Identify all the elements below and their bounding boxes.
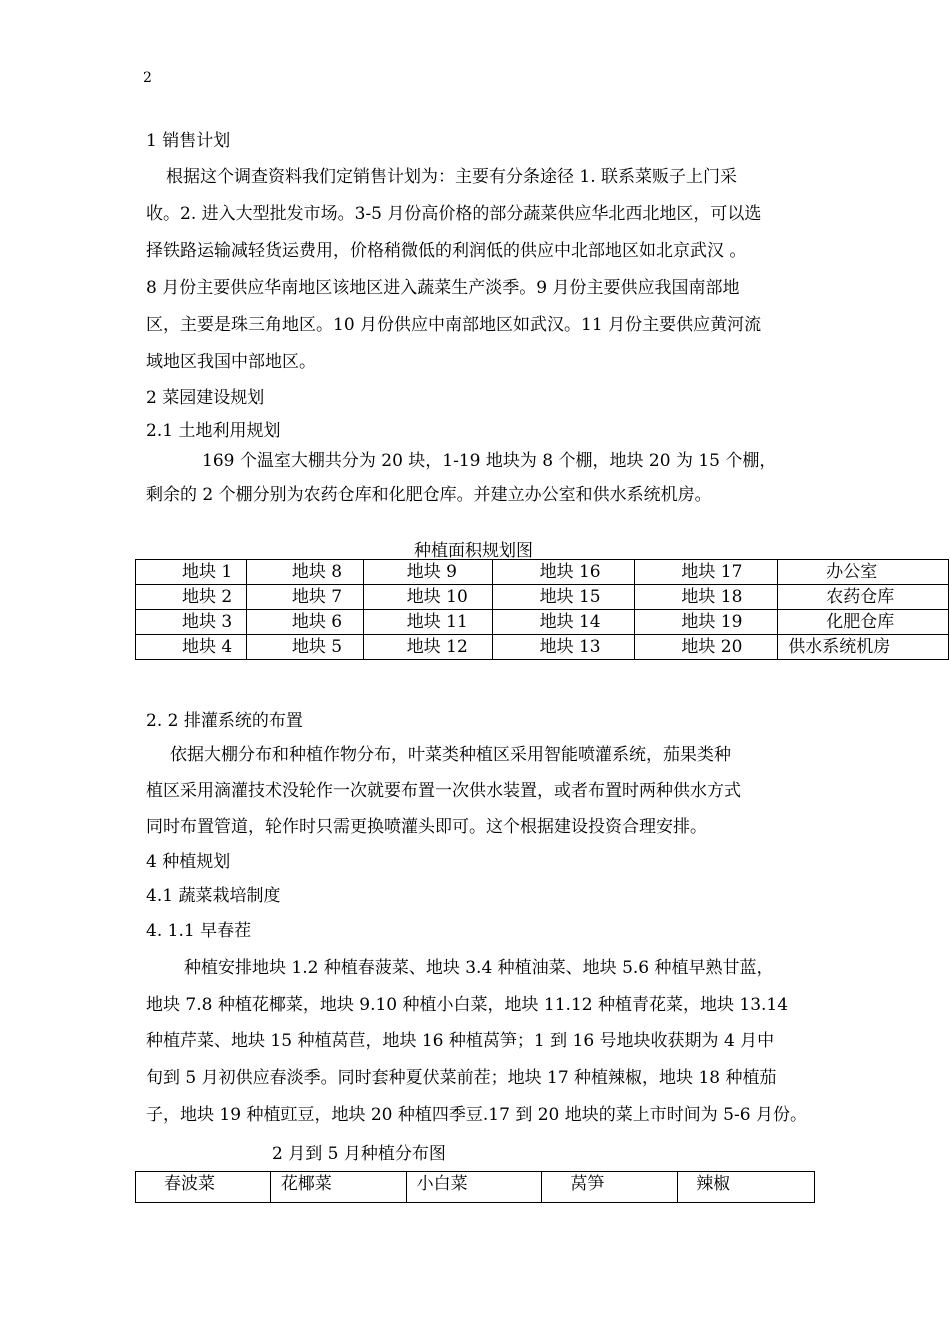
planting-distribution-table: [135, 1171, 815, 1203]
paragraph-line: 种植安排地块 1.2 种植春菠菜、地块 3.4 种植油菜、地块 5.6 种植早熟甘蓝，: [184, 958, 774, 978]
table-cell: 地块 2: [136, 585, 247, 610]
table-cell: 化肥仓库: [778, 610, 949, 635]
section-title-cultivation: 4.1 蔬菜栽培制度: [146, 886, 281, 906]
paragraph-line: 收。2. 进入大型批发市场。3-5 月份高价格的部分蔬菜供应华北西北地区，可以选: [146, 204, 762, 224]
table-cell: 地块 1: [136, 560, 247, 585]
table-cell: 地块 7: [246, 585, 363, 610]
table-cell: 地块 19: [635, 610, 778, 635]
paragraph-line: 依据大棚分布和种植作物分布，叶菜类种植区采用智能喷灌系统，茄果类种: [170, 745, 731, 765]
table-row: [136, 560, 949, 585]
table-cell: 莴笋: [542, 1172, 678, 1203]
planting-area-table: [135, 559, 949, 660]
table-row: [136, 1172, 815, 1203]
paragraph-line: 区，主要是珠三角地区。10 月份供应中南部地区如武汉。11 月份主要供应黄河流: [146, 315, 762, 335]
table-cell: 地块 11: [363, 610, 492, 635]
table-cell: 地块 13: [492, 635, 635, 660]
paragraph-line: 剩余的 2 个棚分别为农药仓库和化肥仓库。并建立办公室和供水系统机房。: [146, 485, 712, 505]
table-cell: 春波菜: [136, 1172, 271, 1203]
table-row: [136, 585, 949, 610]
paragraph-line: 种植芹菜、地块 15 种植莴苣，地块 16 种植莴笋；1 到 16 号地块收获期为 4 月中: [146, 1031, 775, 1051]
table-cell: 地块 8: [246, 560, 363, 585]
table-cell: 地块 17: [635, 560, 778, 585]
table-cell: 地块 6: [246, 610, 363, 635]
paragraph-line: 择铁路运输减轻货运费用，价格稍微低的利润低的供应中北部地区如北京武汉 。: [146, 241, 747, 261]
table-cell: 地块 9: [363, 560, 492, 585]
table-cell: 地块 5: [246, 635, 363, 660]
paragraph-line: 子，地块 19 种植豇豆，地块 20 种植四季豆.17 到 20 地块的菜上市时间为 5-6 月份。: [146, 1105, 807, 1125]
table-cell: 地块 12: [363, 635, 492, 660]
paragraph-line: 8 月份主要供应华南地区该地区进入蔬菜生产淡季。9 月份主要供应我国南部地: [146, 278, 740, 298]
paragraph-line: 旬到 5 月初供应春淡季。同时套种夏伏菜前茬；地块 17 种植辣椒，地块 18 种植茄: [146, 1068, 777, 1088]
table1-caption: 种植面积规划图: [414, 541, 533, 561]
table-cell: 地块 10: [363, 585, 492, 610]
table-row: [136, 610, 949, 635]
table-cell: 办公室: [778, 560, 949, 585]
page-number: 2: [143, 70, 152, 86]
table-row: [136, 635, 949, 660]
table-cell: 地块 4: [136, 635, 247, 660]
table-cell: 地块 18: [635, 585, 778, 610]
table-cell: 供水系统机房: [778, 635, 949, 660]
table-cell: 辣椒: [678, 1172, 815, 1203]
paragraph-line: 域地区我国中部地区。: [146, 352, 316, 372]
table-cell: 农药仓库: [778, 585, 949, 610]
section-title-sales: 1 销售计划: [146, 131, 231, 151]
section-title-irrigation: 2. 2 排灌系统的布置: [146, 711, 303, 731]
table-cell: 地块 16: [492, 560, 635, 585]
table-cell: 花椰菜: [270, 1172, 406, 1203]
table-cell: 地块 15: [492, 585, 635, 610]
paragraph-line: 植区采用滴灌技术没轮作一次就要布置一次供水装置，或者布置时两种供水方式: [146, 781, 741, 801]
section-title-land: 2.1 土地利用规划: [146, 421, 281, 441]
table-cell: 地块 20: [635, 635, 778, 660]
section-title-early-spring: 4. 1.1 早春茬: [146, 921, 252, 941]
table2-caption: 2 月到 5 月种植分布图: [272, 1144, 446, 1164]
paragraph-line: 根据这个调查资料我们定销售计划为：主要有分条途径 1. 联系菜贩子上门采: [166, 167, 738, 187]
table-cell: 地块 3: [136, 610, 247, 635]
table-cell: 地块 14: [492, 610, 635, 635]
section-title-garden: 2 菜园建设规划: [146, 388, 265, 408]
table-cell: 小白菜: [406, 1172, 542, 1203]
paragraph-line: 同时布置管道，轮作时只需更换喷灌头即可。这个根据建设投资合理安排。: [146, 817, 707, 837]
section-title-planting: 4 种植规划: [146, 852, 231, 872]
paragraph-line: 地块 7.8 种植花椰菜，地块 9.10 种植小白菜，地块 11.12 种植青花菜，地块 13.14: [146, 995, 789, 1015]
paragraph-line: 169 个温室大棚共分为 20 块，1-19 地块为 8 个棚，地块 20 为 15 个棚，: [202, 451, 777, 471]
